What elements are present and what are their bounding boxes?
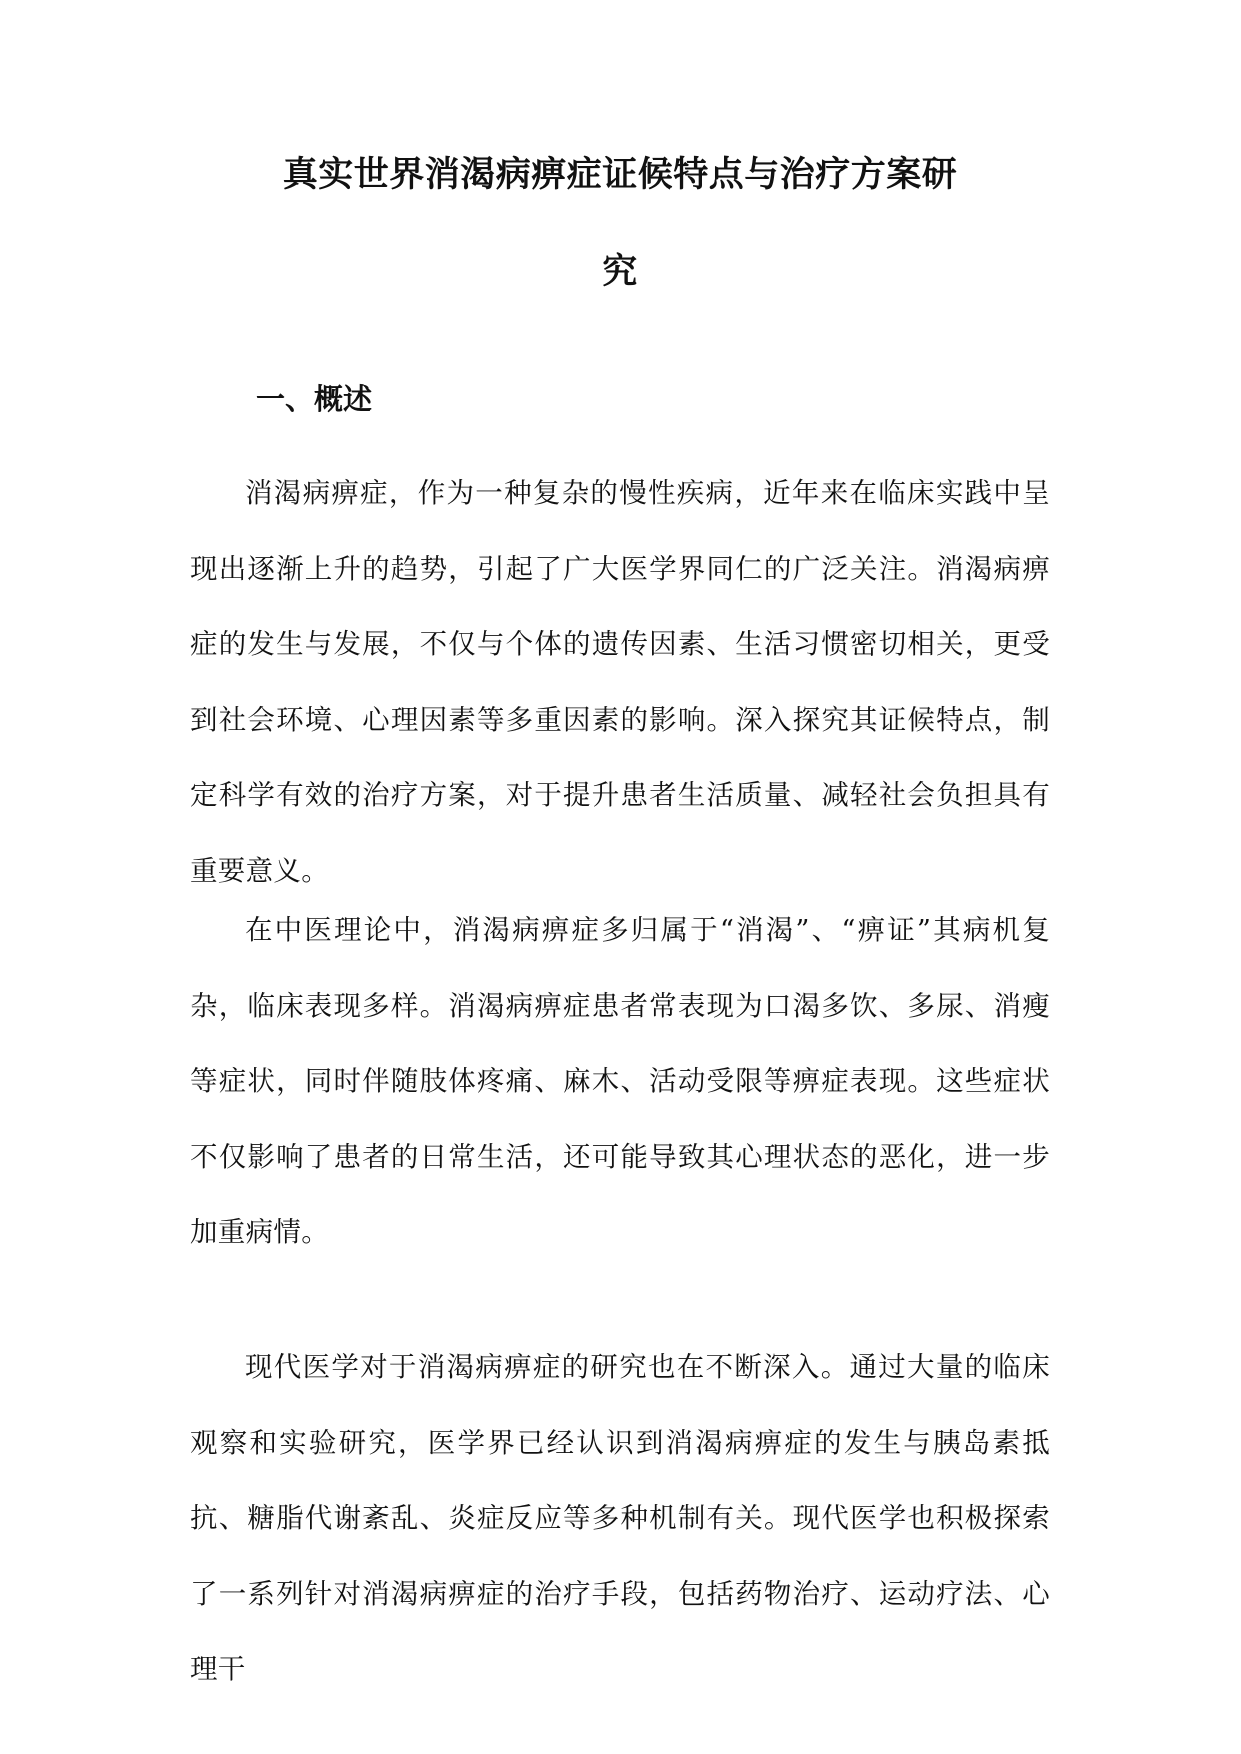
paragraph-3: 现代医学对于消渴病痹症的研究也在不断深入。通过大量的临床观察和实验研究，医学界已经认识到消渴病痹症的发生与胰岛素抵抗、糖脂代谢紊乱、炎症反应等多种机制有关。现代医学也积极探索了一系列针对消渴病痹症的治疗手段，包括药物治疗、运动疗法、心理干 — [190, 1351, 1050, 1685]
paragraph-2: 在中医理论中，消渴病痹症多归属于“消渴”、“痹证”其病机复杂，临床表现多样。消渴病痹症患者常表现为口渴多饮、多尿、消瘦等症状，同时伴随肢体疼痛、麻木、活动受限等痹症表现。这些症状不仅影响了患者的日常生活，还可能导致其心理状态的恶化，进一步加重病情。 — [190, 914, 1050, 1248]
document-title-line-2: 究 — [602, 252, 638, 292]
paragraph-1: 消渴病痹症，作为一种复杂的慢性疾病，近年来在临床实践中呈现出逐渐上升的趋势，引起了广大医学界同仁的广泛关注。消渴病痹症的发生与发展，不仅与个体的遗传因素、生活习惯密切相关，更受到社会环境、心理因素等多重因素的影响。深入探究其证候特点，制定科学有效的治疗方案，对于提升患者生活质量、减轻社会负担具有重要意义。 — [190, 477, 1050, 887]
document-title-line-1: 真实世界消渴病痹症证候特点与治疗方案研 — [282, 155, 958, 195]
section-heading-overview: 一、概述 — [256, 382, 373, 416]
